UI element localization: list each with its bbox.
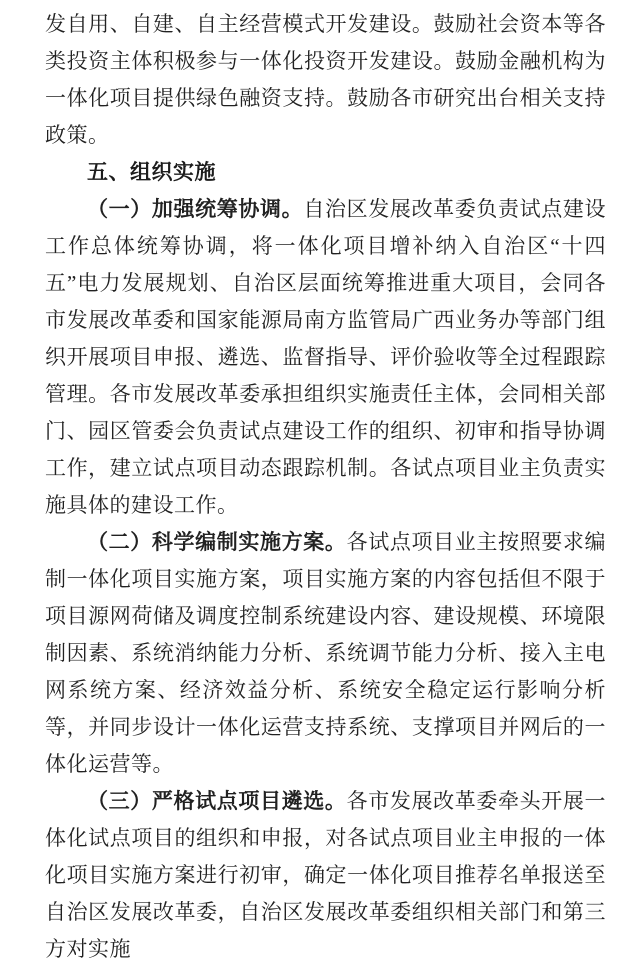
item-3-body: 各市发展改革委牵头开展一体化试点项目的组织和申报，对各试点项目业主申报的一体化项目实施方案进行初审，确定一体化项目推荐名单报送至自治区发展改革委，自治区发展改革委组织相关部门和第三方对实施 <box>45 789 607 961</box>
paragraph-item-2 <box>45 524 606 783</box>
item-2-body: 各试点项目业主按照要求编制一体化项目实施方案，项目实施方案的内容包括但不限于项目源网荷储及调度控制系统建设内容、建设规模、环境限制因素、系统消纳能力分析、系统调节能力分析、接入主电网系统方案、经济效益分析、系统安全稳定运行影响分析等，并同步设计一体化运营支持系统、支撑项目并网后的一体化运营等。 <box>45 530 607 776</box>
paragraph-continuation: 发自用、自建、自主经营模式开发建设。鼓励社会资本等各类投资主体积极参与一体化投资开发建设。鼓励金融机构为一体化项目提供绿色融资支持。鼓励各市研究出台相关支持政策。 <box>45 12 606 147</box>
section-heading: 五、组织实施 <box>87 161 216 184</box>
paragraph-item-3 <box>45 783 606 968</box>
item-2-lead: （二）科学编制实施方案。 <box>87 530 347 554</box>
item-1-lead: （一）加强统筹协调。 <box>87 197 304 221</box>
paragraph-item-1 <box>45 191 606 524</box>
item-1-body: 自治区发展改革委负责试点建设工作总体统筹协调，将一体化项目增补纳入自治区“十四五”电力发展规划、自治区层面统筹推进重大项目，会同各市发展改革委和国家能源局南方监管局广西业务办等部门组织开展项目申报、遴选、监督指导、评价验收等全过程跟踪管理。各市发展改革委承担组织实施责任主体，会同相关部门、园区管委会负责试点建设工作的组织、初审和指导协调工作，建立试点项目动态跟踪机制。各试点项目业主负责实施具体的建设工作。 <box>45 197 607 517</box>
item-3-lead: （三）严格试点项目遴选。 <box>87 789 347 813</box>
